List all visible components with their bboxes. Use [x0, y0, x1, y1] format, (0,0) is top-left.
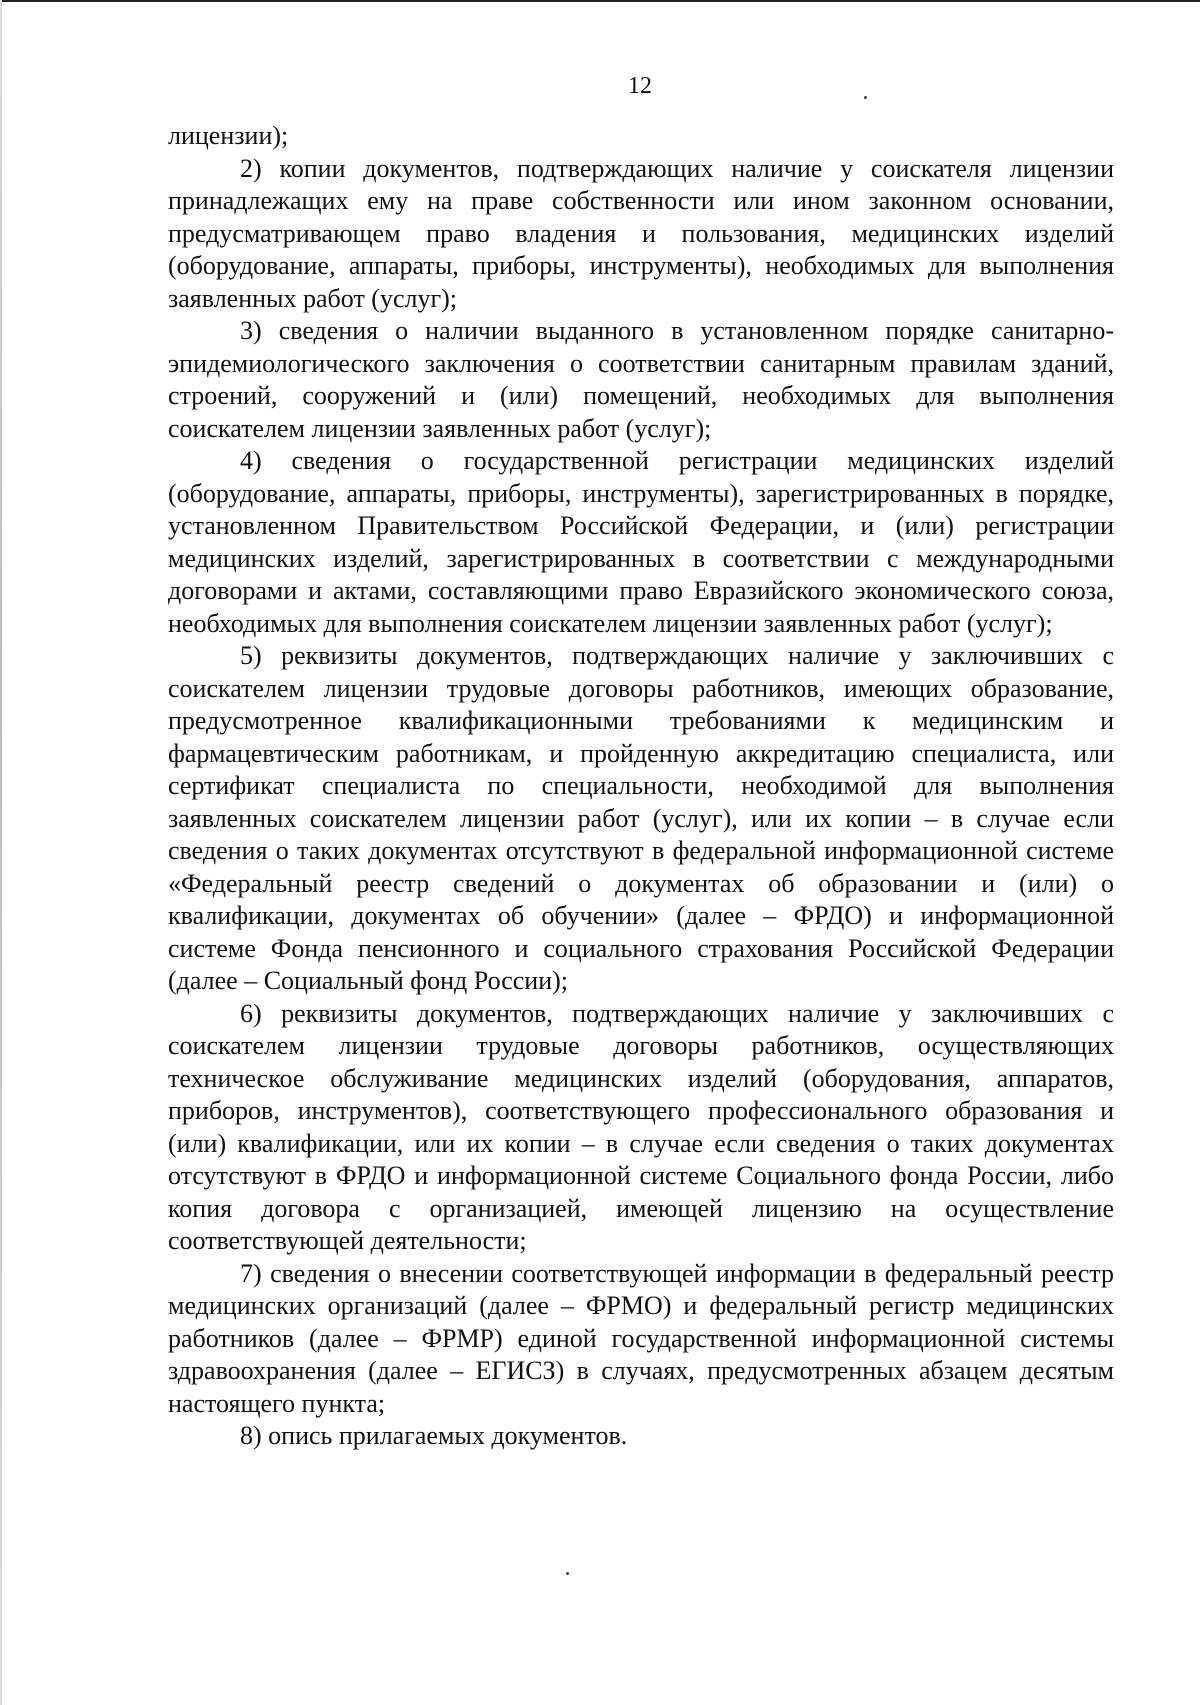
- scan-top-edge: [0, 0, 1200, 2]
- paragraph-item-8: 8) опись прилагаемых документов.: [240, 1421, 628, 1450]
- paragraph-item-7: 7) сведения о внесении соответствующей информации в федеральный реестр медицинских организаций (далее – ФРМО) и федеральный регистр медицинских работников (далее – ФРМР) единой государственной информационной системы здравоохранения (далее – ЕГИСЗ) в случаях, предусмотренных абзацем десятым настоящего пункта;: [168, 1258, 1114, 1418]
- paragraph-item-3: 3) сведения о наличии выданного в установленном порядке санитарно-эпидемиологического заключения о соответствии санитарным правилам зданий, строений, сооружений и (или) помещений, необходимых для выполнения соискателем лицензии заявленных работ (услуг);: [168, 316, 1114, 443]
- paragraph-item-5: 5) реквизиты документов, подтверждающих наличие у заключивших с соискателем лицензии трудовые договоры работников, имеющих образование, предусмотренное квалификационными требованиями к медицинским и фармацевтическим работникам, и пройденную аккредитацию специалиста, или сертификат специалиста по специальности, необходимой для выполнения заявленных соискателем лицензии работ (услуг), или их копии – в случае если сведения о таких документах отсутствуют в федеральной информационной системе «Федеральный реестр сведений о документах об образовании и (или) о квалификации, документах об обучении» (далее – ФРДО) и информационной системе Фонда пенсионного и социального страхования Российской Федерации (далее – Социальный фонд России);: [168, 641, 1114, 995]
- page-number: 12: [628, 73, 652, 99]
- paragraph-item-6: 6) реквизиты документов, подтверждающих наличие у заключивших с соискателем лицензии трудовые договоры работников, осуществляющих техническое обслуживание медицинских изделий (оборудования, аппаратов, приборов, инструментов), соответствующего профессионального образования и (или) квалификации, или их копии – в случае если сведения о таких документах отсутствуют в ФРДО и информационной системе Социального фонда России, либо копия договора с организацией, имеющей лицензию на осуществление соответствующей деятельности;: [168, 998, 1114, 1255]
- scan-speck: [566, 1572, 569, 1575]
- scan-left-edge: [0, 0, 2, 1705]
- document-body: [168, 120, 1114, 1453]
- paragraph-item-2: 2) копии документов, подтверждающих наличие у соискателя лицензии принадлежащих ему на праве собственности или ином законном основании, предусматривающем право владения и пользования, медицинских изделий (оборудование, аппараты, приборы, инструменты), необходимых для выполнения заявленных работ (услуг);: [168, 153, 1114, 313]
- scan-speck: [864, 96, 867, 99]
- paragraph-item-4: 4) сведения о государственной регистрации медицинских изделий (оборудование, аппараты, приборы, инструменты), зарегистрированных в порядке, установленном Правительством Российской Федерации, и (или) регистрации медицинских изделий, зарегистрированных в соответствии с международными договорами и актами, составляющими право Евразийского экономического союза, необходимых для выполнения соискателем лицензии заявленных работ (услуг);: [168, 446, 1114, 638]
- paragraph-continuation: лицензии);: [168, 121, 289, 150]
